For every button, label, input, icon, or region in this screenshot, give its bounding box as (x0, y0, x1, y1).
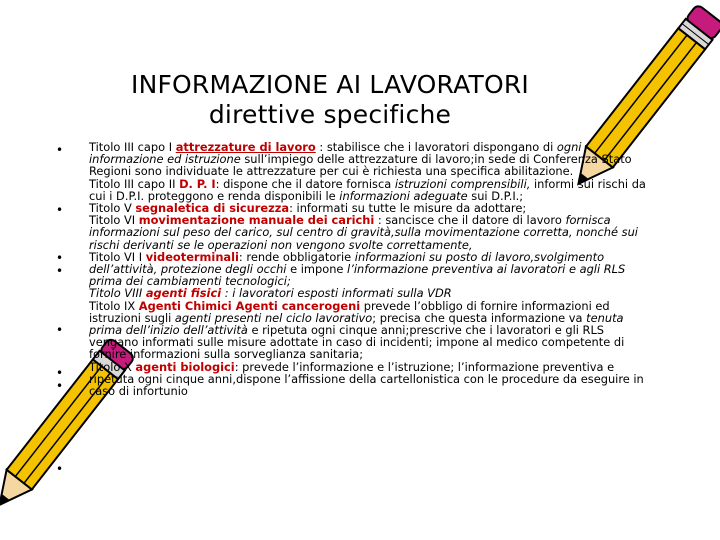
list-item-agenti-fisici: Titolo VIII agenti fisici : i lavoratori esposti informati sulla VDR (89, 286, 452, 301)
bullet: • (56, 379, 64, 393)
bullet-list (89, 141, 649, 397)
list-item-videoterminali: Titolo VI I videoterminali: rende obbligatorie informazioni su posto di lavoro,svolgimento dell’attività, protezione degli occhi e impone l’informazione preventiva ai lavoratori e agli RLS prima dei cambiamenti tecnologici; (89, 249, 626, 289)
bullet: • (56, 251, 64, 265)
bullet: • (56, 366, 64, 380)
list-item-dpi: Titolo III capo II D. P. I: dispone che il datore fornisca istruzioni comprensibili, informi sui rischi da cui i D.P.I. proteggono e renda disponibili le informazioni adeguate sui D.P.I.; (89, 176, 646, 203)
bullet: • (56, 203, 64, 217)
bullet: • (56, 264, 64, 278)
list-item-movimentazione: Titolo VI movimentazione manuale dei carichi : sancisce che il datore di lavoro fornisca informazioni sul peso del carico, sul centro di gravità,sulla movimentazione corretta, nonché sui rischi derivanti se le operazioni non vengono svolte correttamente, (89, 213, 638, 252)
list-item-attrezzature: Titolo III capo I attrezzature di lavoro : stabilisce che i lavoratori dispongano di ogni informazione ed istruzione sull’impiego delle attrezzature di lavoro;in sede di Conferenza Stato Regioni sono individuate le attrezzature per cui è richiesta una specifica abilitazione. (89, 140, 632, 179)
bullet: • (56, 143, 64, 157)
title-line-1: INFORMAZIONE AI LAVORATORI (131, 70, 529, 99)
bullet: • (56, 323, 64, 337)
slide-title (70, 70, 590, 130)
list-item-agenti-biologici: Titolo X agenti biologici: prevede l’informazione e l’istruzione; l’informazione preventiva e ripetuta ogni cinque anni,dispone l’affissione della cartellonistica con le procedure da eseguire in caso di infortunio (89, 359, 644, 399)
list-item-segnaletica: Titolo V segnaletica di sicurezza: informati su tutte le misure da adottare; (89, 201, 527, 216)
title-line-2: direttive specifiche (208, 100, 452, 129)
bullet: • (56, 462, 64, 476)
list-item-agenti-chimici: Titolo IX Agenti Chimici Agenti cancerogeni prevede l’obbligo di fornire informazioni ed istruzioni sugli agenti presenti nel ciclo lavorativo; precisa che questa informazione va tenuta prima dell’inizio dell’attività e ripetuta ogni cinque anni;prescrive che i lavoratori e gli RLS vengano informati sulle misure adottate in caso di incidenti; impone al medico competente di fornire informazioni sulla sorveglianza sanitaria; (89, 298, 625, 362)
